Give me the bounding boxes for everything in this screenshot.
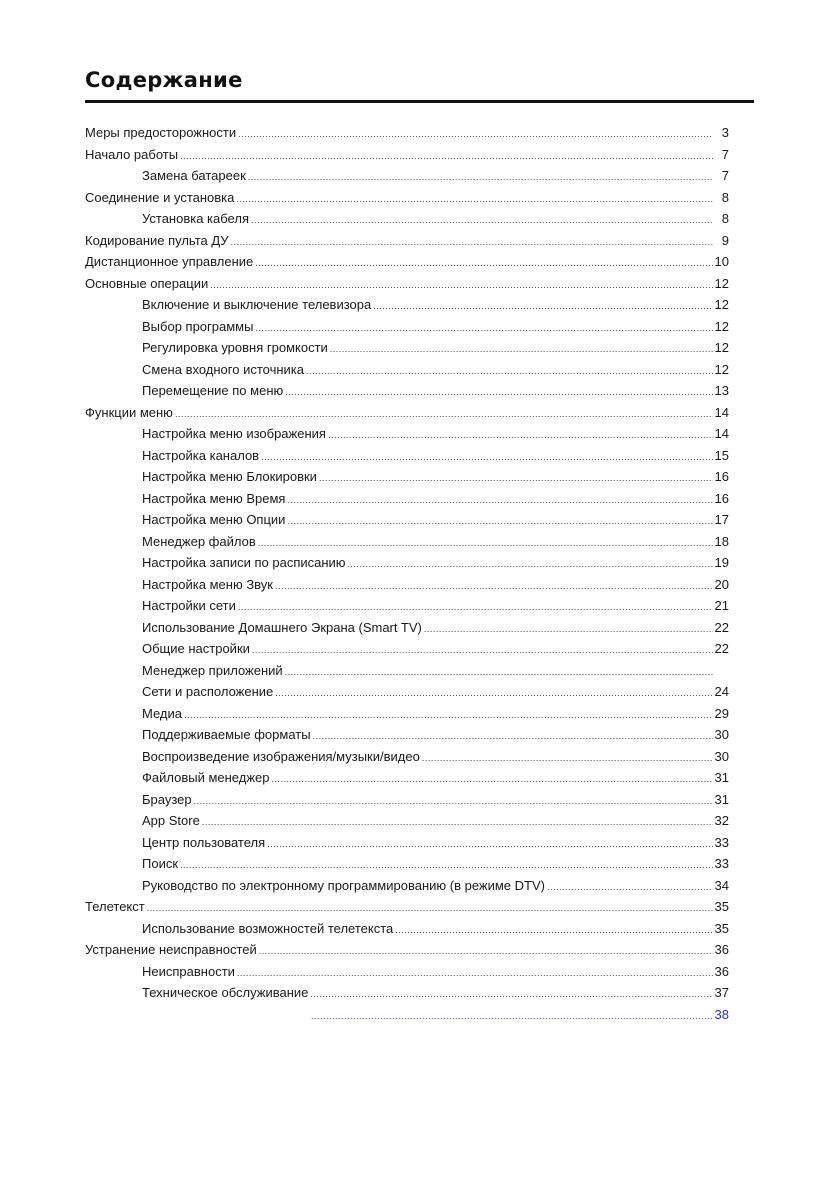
dot-leader	[275, 683, 712, 705]
dot-leader	[330, 339, 713, 361]
dot-leader	[237, 963, 713, 985]
toc-entry-page-number: 15	[714, 447, 729, 463]
toc-entry-page-number: 36	[714, 963, 729, 979]
dot-leader	[285, 382, 712, 404]
dot-leader	[313, 726, 713, 748]
toc-entry[interactable]	[85, 595, 729, 617]
toc-entry[interactable]	[85, 208, 729, 230]
toc-entry-label: Поддерживаемые форматы	[142, 727, 311, 742]
toc-entry-label: App Store	[142, 813, 200, 828]
toc-entry-label: Настройка каналов	[142, 447, 260, 463]
toc-entry-page-number: 30	[714, 727, 729, 742]
toc-entry[interactable]	[85, 531, 729, 553]
toc-entry-page-number: 12	[714, 297, 729, 312]
toc-entry-page-number: 18	[714, 533, 729, 549]
toc-entry[interactable]	[85, 746, 729, 768]
toc-entry-label: Смена входного источника	[142, 361, 305, 377]
toc-entry-label: Использование Домашнего Экрана (Smart TV)	[142, 619, 422, 635]
toc-entry[interactable]	[85, 982, 729, 1004]
toc-entry-page-number: 20	[714, 576, 729, 592]
toc-entry-page-number: 38	[714, 1006, 729, 1022]
toc-entry-label: Установка кабеля	[142, 211, 249, 226]
toc-entry-page-number: 22	[714, 619, 729, 635]
toc-entry-page-number: 24	[714, 684, 729, 699]
toc-entry-label: Перемещение по меню	[142, 383, 284, 398]
toc-entry[interactable]	[85, 552, 729, 574]
dot-leader	[259, 941, 713, 963]
toc-entry[interactable]	[85, 316, 729, 338]
dot-leader	[285, 662, 713, 684]
toc-entry-page-number: 10	[714, 254, 729, 269]
toc-entry[interactable]	[85, 423, 729, 445]
toc-entry-page-number: 7	[721, 146, 729, 162]
toc-entry-page-number: 9	[721, 232, 729, 248]
toc-entry-page-number: 33	[714, 834, 729, 850]
toc-entry[interactable]	[85, 337, 729, 359]
table-of-contents	[85, 122, 729, 1025]
toc-entry-label: Настройки сети	[142, 598, 236, 613]
toc-entry-page-number: 22	[714, 641, 729, 656]
toc-entry[interactable]	[85, 488, 729, 510]
toc-entry-label: Настройка записи по расписанию	[142, 555, 346, 570]
toc-entry-page-number: 7	[721, 168, 729, 183]
toc-entry-label: Поиск	[142, 856, 179, 871]
toc-entry-label: Настройка меню Время	[142, 490, 286, 506]
dot-leader	[238, 124, 713, 146]
toc-entry-page-number: 13	[714, 383, 729, 398]
dot-leader	[272, 769, 713, 791]
toc-entry-page-number: 34	[714, 877, 729, 893]
toc-entry-label: Техническое обслуживание	[142, 985, 309, 1000]
toc-entry[interactable]	[85, 144, 729, 166]
toc-entry[interactable]	[85, 251, 729, 273]
toc-entry-label: Медиа	[142, 705, 182, 721]
toc-entry-page-number: 35	[714, 920, 729, 936]
toc-entry[interactable]	[85, 875, 729, 897]
toc-entry-label: Включение и выключение телевизора	[142, 297, 372, 312]
dot-leader	[395, 920, 712, 942]
toc-entry-label: Файловый менеджер	[142, 770, 270, 785]
page-title: Содержание	[85, 68, 243, 92]
toc-entry[interactable]	[85, 509, 729, 531]
toc-entry-page-number: 3	[721, 125, 729, 140]
dot-leader	[310, 984, 712, 1006]
toc-entry[interactable]	[85, 122, 729, 144]
toc-entry-label: Устранение неисправностей	[85, 942, 257, 957]
toc-entry[interactable]	[85, 445, 729, 467]
toc-entry-label: Соединение и установка	[85, 189, 235, 205]
toc-entry-page-number: 31	[714, 770, 729, 785]
title-divider	[85, 100, 754, 103]
toc-entry-page-number: 17	[714, 512, 729, 527]
toc-entry-page-number: 8	[721, 211, 729, 226]
toc-entry-label: Сети и расположение	[142, 684, 274, 699]
toc-entry[interactable]	[85, 896, 729, 918]
toc-entry[interactable]	[85, 230, 729, 252]
dot-leader	[238, 597, 713, 619]
toc-entry-label: Центр пользователя	[142, 834, 266, 850]
toc-entry-page-number: 12	[714, 361, 729, 377]
dot-leader	[255, 253, 712, 275]
toc-entry[interactable]	[85, 961, 729, 983]
toc-entry-page-number: 16	[714, 490, 729, 506]
dot-leader	[210, 275, 712, 297]
toc-entry-label: Дистанционное управление	[85, 254, 254, 269]
toc-entry[interactable]	[85, 767, 729, 789]
toc-entry[interactable]	[85, 724, 729, 746]
toc-entry-label: Общие настройки	[142, 641, 250, 656]
toc-entry-page-number: 21	[714, 598, 729, 613]
dot-leader	[348, 554, 713, 576]
toc-entry[interactable]	[85, 187, 729, 209]
dot-leader	[373, 296, 712, 318]
toc-entry-label: Телетекст	[85, 899, 145, 914]
toc-entry[interactable]	[85, 1004, 729, 1026]
dot-leader	[311, 1006, 713, 1028]
toc-entry-label: Руководство по электронному программированию (в режиме DTV)	[142, 877, 545, 893]
dot-leader	[147, 898, 713, 920]
toc-entry[interactable]	[85, 638, 729, 660]
toc-entry-page-number: 37	[714, 985, 729, 1000]
dot-leader	[328, 425, 713, 447]
dot-leader	[287, 511, 712, 533]
toc-entry-page-number: 14	[714, 426, 729, 441]
toc-entry-label: Менеджер файлов	[142, 533, 256, 549]
toc-entry[interactable]	[85, 380, 729, 402]
dot-leader	[184, 705, 713, 727]
toc-entry[interactable]	[85, 466, 729, 488]
toc-entry-page-number: 30	[714, 748, 729, 764]
dot-leader	[258, 533, 713, 555]
dot-leader	[180, 146, 713, 168]
toc-entry[interactable]	[85, 165, 729, 187]
toc-entry[interactable]	[85, 853, 729, 875]
toc-entry[interactable]	[85, 402, 729, 424]
toc-entry-page-number: 35	[714, 899, 729, 914]
dot-leader	[231, 232, 713, 254]
toc-entry-label: Воспроизведение изображения/музыки/видео	[142, 748, 420, 764]
toc-entry-page-number: 14	[714, 404, 729, 420]
toc-entry[interactable]	[85, 617, 729, 639]
dot-leader	[248, 167, 713, 189]
toc-entry[interactable]	[85, 918, 729, 940]
toc-entry-page-number: 12	[714, 318, 729, 334]
toc-entry-page-number: 19	[714, 555, 729, 570]
toc-entry[interactable]	[85, 789, 729, 811]
dot-leader	[236, 189, 713, 211]
toc-entry-label: Браузер	[142, 791, 192, 807]
dot-leader	[252, 640, 713, 662]
dot-leader	[319, 468, 713, 490]
toc-entry-page-number: 29	[714, 705, 729, 721]
dot-leader	[547, 877, 713, 899]
toc-entry-label: Начало работы	[85, 146, 179, 162]
dot-leader	[202, 812, 713, 834]
toc-entry-page-number: 12	[714, 340, 729, 355]
toc-entry-label: Меры предосторожности	[85, 125, 237, 140]
toc-entry-label: Настройка меню Звук	[142, 576, 273, 592]
toc-entry-label: Регулировка уровня громкости	[142, 340, 328, 355]
dot-leader	[267, 834, 712, 856]
dot-leader	[287, 490, 712, 512]
toc-entry-page-number: 32	[714, 813, 729, 828]
toc-entry[interactable]	[85, 273, 729, 295]
toc-entry-label: Функции меню	[85, 404, 173, 420]
toc-entry-label: Неисправности	[142, 963, 235, 979]
dot-leader	[261, 447, 712, 469]
toc-entry-label: Основные операции	[85, 275, 209, 291]
toc-entry-label: Менеджер приложений	[142, 662, 283, 678]
dot-leader	[255, 318, 712, 340]
toc-entry-label: Замена батареек	[142, 168, 246, 183]
toc-entry[interactable]	[85, 939, 729, 961]
toc-entry-page-number: 8	[721, 189, 729, 205]
toc-entry[interactable]	[85, 703, 729, 725]
toc-entry[interactable]	[85, 660, 729, 682]
toc-entry-page-number: 33	[714, 856, 729, 871]
toc-entry[interactable]	[85, 681, 729, 703]
dot-leader	[180, 855, 713, 877]
toc-entry[interactable]	[85, 832, 729, 854]
dot-leader	[275, 576, 713, 598]
toc-entry[interactable]	[85, 574, 729, 596]
toc-entry-label: Настройка меню Блокировки	[142, 469, 317, 484]
toc-entry-label: Использование возможностей телетекста	[142, 920, 394, 936]
toc-entry[interactable]	[85, 810, 729, 832]
dot-leader	[424, 619, 713, 641]
toc-entry-label: Кодирование пульта ДУ	[85, 232, 229, 248]
toc-entry-page-number: 16	[714, 469, 729, 484]
toc-entry[interactable]	[85, 359, 729, 381]
toc-entry-label: Выбор программы	[142, 318, 254, 334]
toc-entry-page-number: 31	[714, 791, 729, 807]
toc-entry-page-number: 12	[714, 275, 729, 291]
dot-leader	[251, 210, 713, 232]
dot-leader	[175, 404, 713, 426]
dot-leader	[306, 361, 713, 383]
toc-entry-label: Настройка меню изображения	[142, 426, 326, 441]
dot-leader	[194, 791, 713, 813]
toc-entry[interactable]	[85, 294, 729, 316]
toc-entry-label: Настройка меню Опции	[142, 512, 286, 527]
toc-entry-page-number: 36	[714, 942, 729, 957]
dot-leader	[422, 748, 713, 770]
